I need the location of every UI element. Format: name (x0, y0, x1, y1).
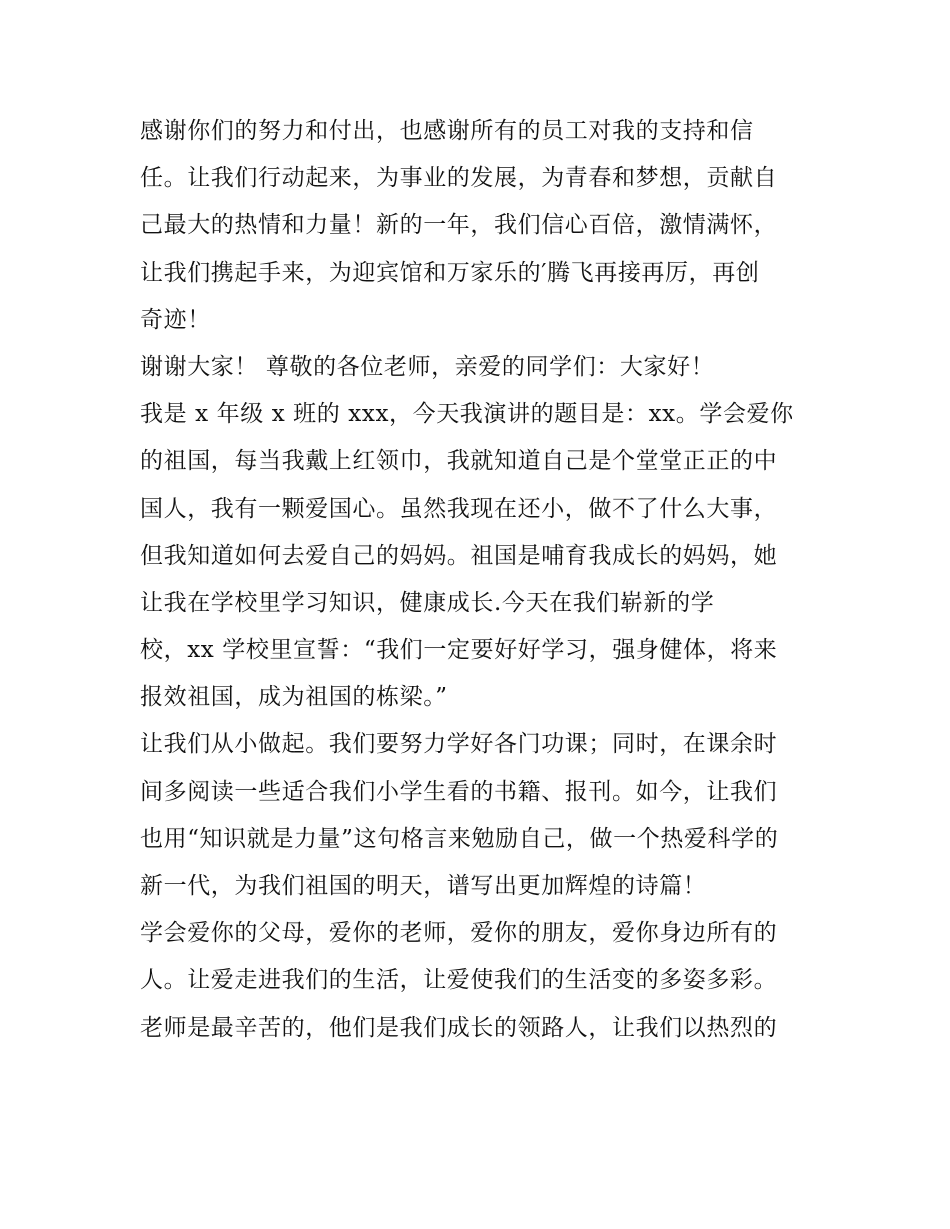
text-line: 让我们从小做起。我们要努力学好各门功课；同时，在课余时 (140, 731, 778, 758)
text-line: 也用“知识就是力量”这句格言来勉励自己，做一个热爱科学的 (140, 825, 779, 852)
text-line: 谢谢大家！ 尊敬的各位老师，亲爱的同学们：大家好！ (140, 353, 715, 380)
text-line: 感谢你们的努力和付出，也感谢所有的员工对我的支持和信 (140, 118, 754, 144)
text-line: 校，xx 学校里宣誓：“我们一定要好好学习，强身健体，将来 (140, 637, 778, 664)
text-line: 老师是最辛苦的，他们是我们成长的领路人，让我们以热烈的 (140, 1014, 778, 1041)
text-line: 但我知道如何去爱自己的妈妈。祖国是哺育我成长的妈妈，她 (140, 542, 778, 569)
text-line: 人。让爱走进我们的生活，让爱使我们的生活变的多姿多彩。 (140, 967, 778, 994)
document-body (140, 108, 820, 1052)
text-line: 让我们携起手来，为迎宾馆和万家乐的′腾飞再接再厉，再创 (140, 259, 760, 286)
text-line: 的祖国，每当我戴上红领巾，我就知道自己是个堂堂正正的中 (140, 448, 778, 475)
text-line: 己最大的热情和力量！新的一年，我们信心百倍，激情满怀， (140, 212, 778, 239)
text-line: 学会爱你的父母，爱你的老师，爱你的朋友，爱你身边所有的 (140, 920, 778, 947)
text-line: 奇迹！ (140, 306, 211, 333)
text-line: 我是 x 年级 x 班的 xxx，今天我演讲的题目是：xx。学会爱你 (140, 401, 794, 428)
text-line: 让我在学校里学习知识，健康成长.今天在我们崭新的学 (140, 589, 715, 616)
text-line: 国人，我有一颗爱国心。虽然我现在还小，做不了什么大事， (140, 495, 778, 522)
text-line: 报效祖国，成为祖国的栋梁。” (140, 684, 448, 711)
text-line: 间多阅读一些适合我们小学生看的书籍、报刊。如今，让我们 (140, 778, 778, 805)
text-line: 任。让我们行动起来，为事业的发展，为青春和梦想，贡献自 (140, 165, 778, 192)
text-line: 新一代，为我们祖国的明天，谱写出更加辉煌的诗篇！ (140, 873, 707, 899)
